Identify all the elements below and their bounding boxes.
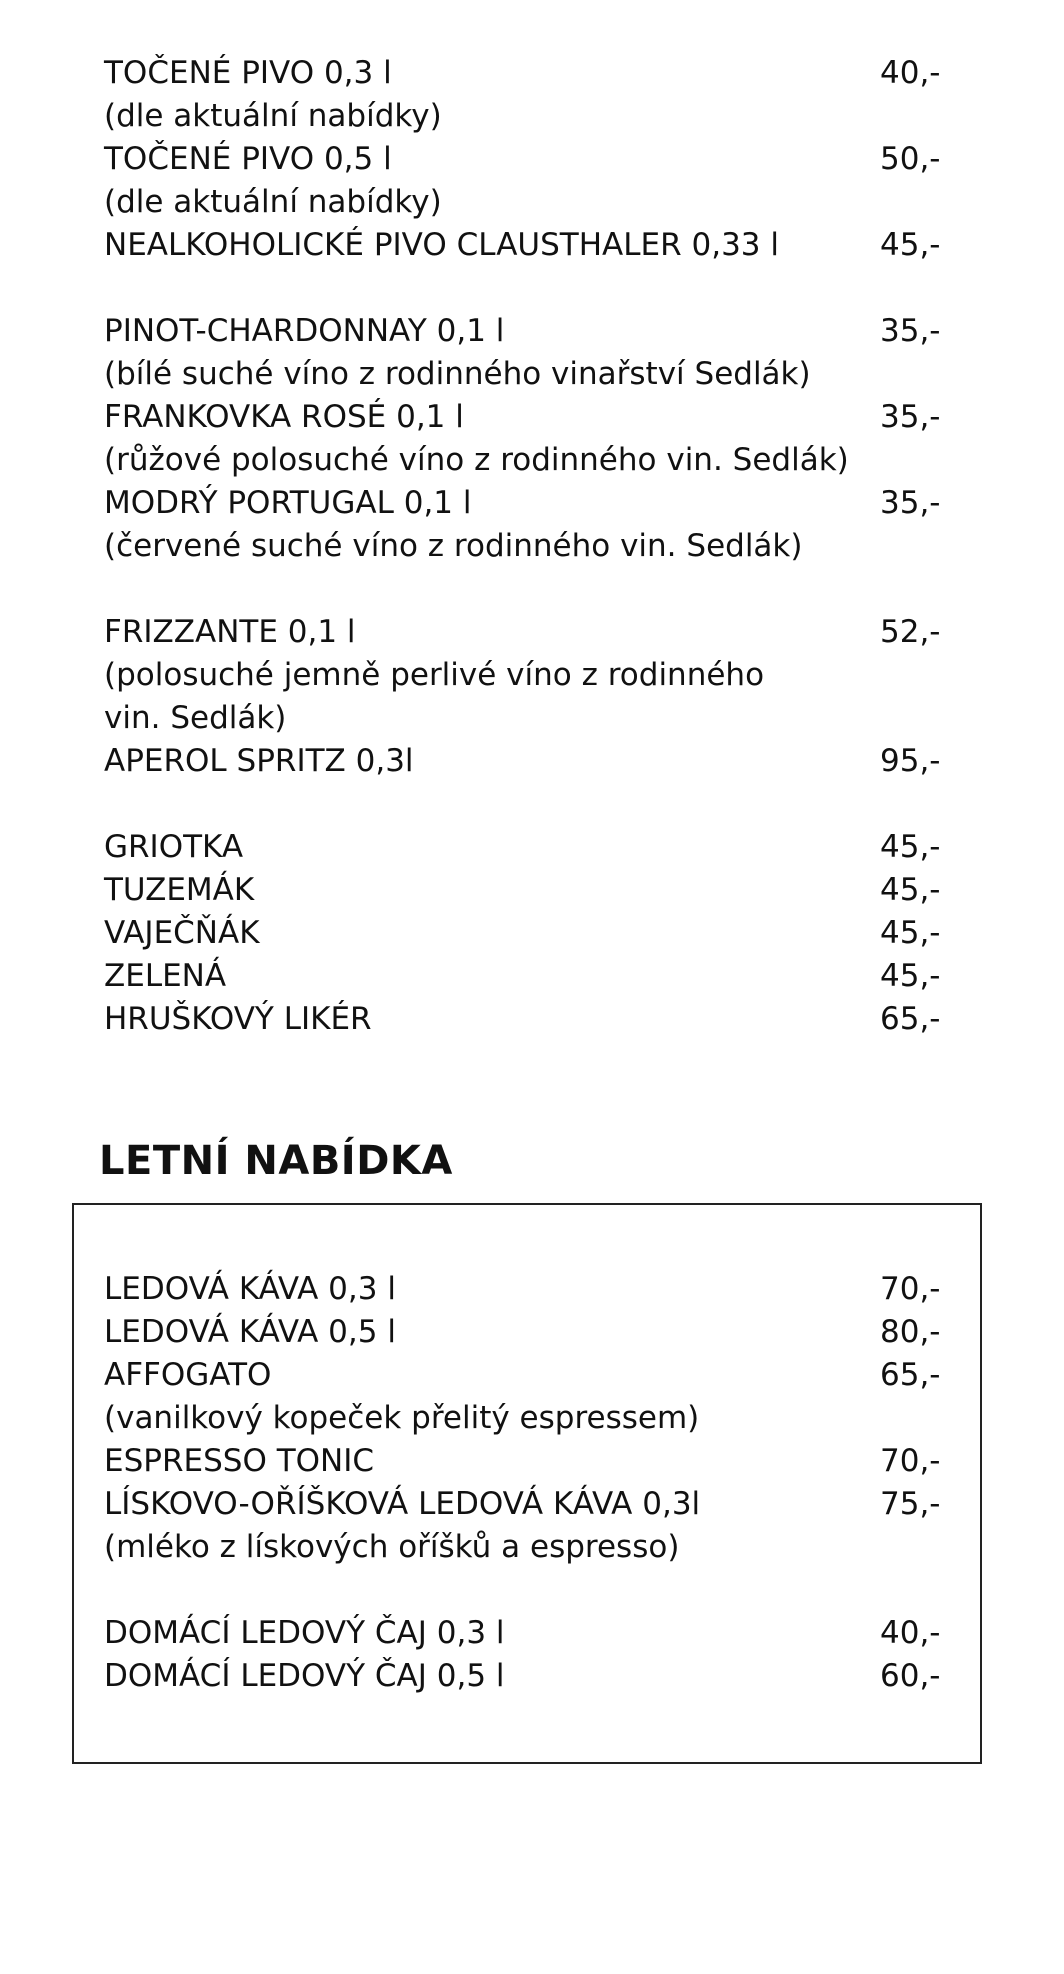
item-name: APEROL SPRITZ 0,3l — [104, 743, 414, 779]
spacer — [104, 783, 950, 826]
item-price: 35,- — [880, 399, 941, 435]
summer-list — [104, 1268, 950, 1698]
item-description — [104, 181, 950, 224]
item-description — [104, 654, 950, 697]
item-price: 65,- — [880, 1357, 941, 1393]
menu-item — [104, 869, 950, 912]
item-description-text: (mléko z lískových oříšků a espresso) — [104, 1529, 680, 1565]
spacer — [104, 568, 950, 611]
item-price: 70,- — [880, 1443, 941, 1479]
item-description — [104, 1397, 950, 1440]
item-price: 80,- — [880, 1314, 941, 1350]
menu-item — [104, 1483, 950, 1526]
item-price: 45,- — [880, 227, 941, 263]
item-description — [104, 525, 950, 568]
item-description-text: (polosuché jemně perlivé víno z rodinného — [104, 657, 765, 693]
item-name: DOMÁCÍ LEDOVÝ ČAJ 0,3 l — [104, 1615, 505, 1651]
summer-offer-box — [72, 1203, 982, 1764]
item-price: 60,- — [880, 1658, 941, 1694]
item-name: FRANKOVKA ROSÉ 0,1 l — [104, 399, 464, 435]
item-name: TUZEMÁK — [104, 872, 255, 908]
item-price: 95,- — [880, 743, 941, 779]
item-price: 35,- — [880, 313, 941, 349]
item-price: 40,- — [880, 1615, 941, 1651]
item-price: 70,- — [880, 1271, 941, 1307]
menu-item — [104, 611, 950, 654]
item-name: GRIOTKA — [104, 829, 244, 865]
item-name: NEALKOHOLICKÉ PIVO CLAUSTHALER 0,33 l — [104, 227, 779, 263]
menu-item — [104, 1311, 950, 1354]
menu-item — [104, 740, 950, 783]
menu-item — [104, 998, 950, 1041]
menu-item — [104, 955, 950, 998]
item-description-text: (růžové polosuché víno z rodinného vin. Sedlák) — [104, 442, 849, 478]
item-price: 52,- — [880, 614, 941, 650]
item-name: LEDOVÁ KÁVA 0,3 l — [104, 1271, 396, 1307]
menu-item — [104, 1655, 950, 1698]
item-price: 45,- — [880, 872, 941, 908]
item-name: TOČENÉ PIVO 0,5 l — [104, 141, 392, 177]
menu-item — [104, 396, 950, 439]
item-name: ZELENÁ — [104, 958, 227, 994]
menu-item — [104, 912, 950, 955]
item-price: 45,- — [880, 829, 941, 865]
item-price: 65,- — [880, 1001, 941, 1037]
menu-item — [104, 138, 950, 181]
summer-heading: LETNÍ NABÍDKA — [99, 1138, 453, 1184]
menu-item — [104, 1268, 950, 1311]
item-description — [104, 95, 950, 138]
item-name: TOČENÉ PIVO 0,3 l — [104, 55, 392, 91]
item-name: LEDOVÁ KÁVA 0,5 l — [104, 1314, 396, 1350]
item-price: 75,- — [880, 1486, 941, 1522]
item-name: AFFOGATO — [104, 1357, 272, 1393]
spacer — [104, 267, 950, 310]
menu-item — [104, 310, 950, 353]
menu-item — [104, 52, 950, 95]
item-description-text: (červené suché víno z rodinného vin. Sedlák) — [104, 528, 803, 564]
item-name: PINOT-CHARDONNAY 0,1 l — [104, 313, 505, 349]
menu-item — [104, 1354, 950, 1397]
item-description-text: (dle aktuální nabídky) — [104, 98, 442, 134]
item-price: 35,- — [880, 485, 941, 521]
item-description — [104, 439, 950, 482]
item-description-text: (vanilkový kopeček přelitý espressem) — [104, 1400, 700, 1436]
item-name: HRUŠKOVÝ LIKÉR — [104, 1001, 372, 1037]
item-price: 45,- — [880, 915, 941, 951]
item-description — [104, 1526, 950, 1569]
item-name: LÍSKOVO-OŘÍŠKOVÁ LEDOVÁ KÁVA 0,3l — [104, 1486, 701, 1522]
item-name: DOMÁCÍ LEDOVÝ ČAJ 0,5 l — [104, 1658, 505, 1694]
item-description — [104, 353, 950, 396]
item-name: FRIZZANTE 0,1 l — [104, 614, 356, 650]
spacer — [104, 1569, 950, 1612]
menu-item — [104, 482, 950, 525]
item-name: VAJEČŇÁK — [104, 915, 260, 951]
menu-item — [104, 1440, 950, 1483]
item-description-text: (bílé suché víno z rodinného vinařství Sedlák) — [104, 356, 811, 392]
item-name: MODRÝ PORTUGAL 0,1 l — [104, 485, 472, 521]
menu-item — [104, 1612, 950, 1655]
item-description-text: (dle aktuální nabídky) — [104, 184, 442, 220]
menu-item — [104, 224, 950, 267]
menu-item — [104, 826, 950, 869]
item-description — [104, 697, 950, 740]
item-price: 45,- — [880, 958, 941, 994]
item-price: 40,- — [880, 55, 941, 91]
item-description-text: vin. Sedlák) — [104, 700, 287, 736]
item-price: 50,- — [880, 141, 941, 177]
item-name: ESPRESSO TONIC — [104, 1443, 375, 1479]
drinks-list — [104, 52, 950, 1041]
